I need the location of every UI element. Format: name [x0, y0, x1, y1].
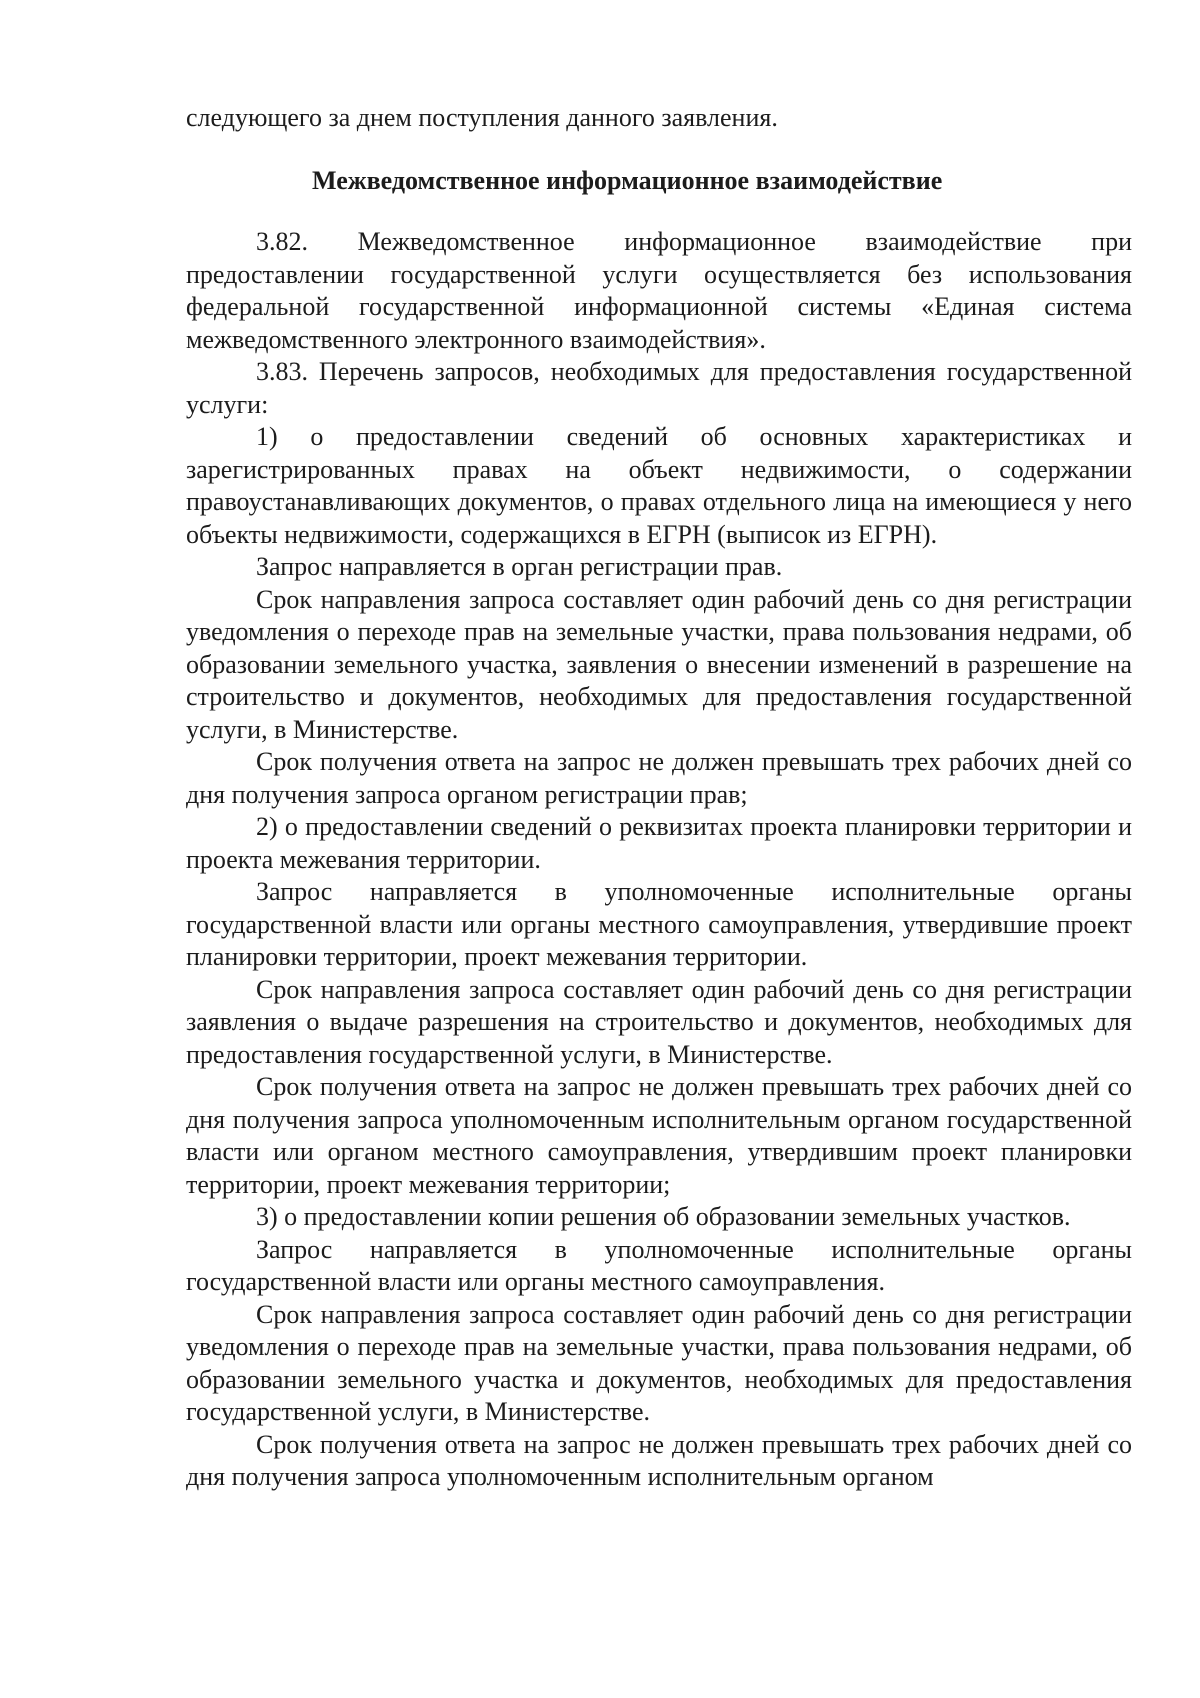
paragraph: Срок направления запроса составляет один рабочий день со дня регистрации уведомления о переходе прав на земельные участки, права пользования недрами, об образовании земельного участка, заявления о внесении изменений в разрешение на строительство и документов, необходимых для предоставления государственной услуги, в Министерстве.	[186, 584, 1132, 744]
paragraph: Запрос направляется в уполномоченные исполнительные органы государственной власти или органы местного самоуправления, утвердившие проект планировки территории, проект межевания территории.	[186, 877, 1132, 971]
section-title: Межведомственное информационное взаимодействие	[312, 165, 943, 195]
document-body	[186, 102, 1132, 1494]
paragraph: Запрос направляется в уполномоченные исполнительные органы государственной власти или органы местного самоуправления.	[186, 1234, 1132, 1296]
paragraph: Срок получения ответа на запрос не должен превышать трех рабочих дней со дня получения запроса уполномоченным исполнительным органом государственной власти или органом местного самоуправления, утвердившим проект планировки территории, проект межевания территории;	[186, 1072, 1132, 1199]
paragraph-3-83: 3.83. Перечень запросов, необходимых для предоставления государственной услуги:	[186, 357, 1132, 419]
list-item-2: 2) о предоставлении сведений о реквизитах проекта планировки территории и проекта межевания территории.	[186, 812, 1132, 874]
paragraph: Срок получения ответа на запрос не должен превышать трех рабочих дней со дня получения запроса уполномоченным исполнительным органом	[186, 1429, 1132, 1491]
paragraph: Срок направления запроса составляет один рабочий день со дня регистрации заявления о выдаче разрешения на строительство и документов, необходимых для предоставления государственной услуги, в Министерстве.	[186, 974, 1132, 1069]
list-item-3: 3) о предоставлении копии решения об образовании земельных участков.	[256, 1202, 1071, 1231]
paragraph: Срок направления запроса составляет один рабочий день со дня регистрации уведомления о переходе прав на земельные участки, права пользования недрами, об образовании земельного участка и документов, необходимых для предоставления государственной услуги, в Министерстве.	[186, 1299, 1132, 1426]
paragraph: Срок получения ответа на запрос не должен превышать трех рабочих дней со дня получения запроса органом регистрации прав;	[186, 747, 1132, 809]
list-item-1: 1) о предоставлении сведений об основных характеристиках и зарегистрированных правах на объект недвижимости, о содержании правоустанавливающих документов, о правах отдельного лица на имеющиеся у него объекты недвижимости, содержащихся в ЕГРН (выписок из ЕГРН).	[186, 422, 1132, 549]
paragraph: Запрос направляется в орган регистрации прав.	[256, 552, 783, 581]
continuation-line: следующего за днем поступления данного заявления.	[186, 103, 778, 132]
paragraph-3-82: 3.82. Межведомственное информационное взаимодействие при предоставлении государственной услуги осуществляется без использования федеральной государственной информационной системы «Единая система межведомственного электронного взаимодействия».	[186, 227, 1132, 354]
